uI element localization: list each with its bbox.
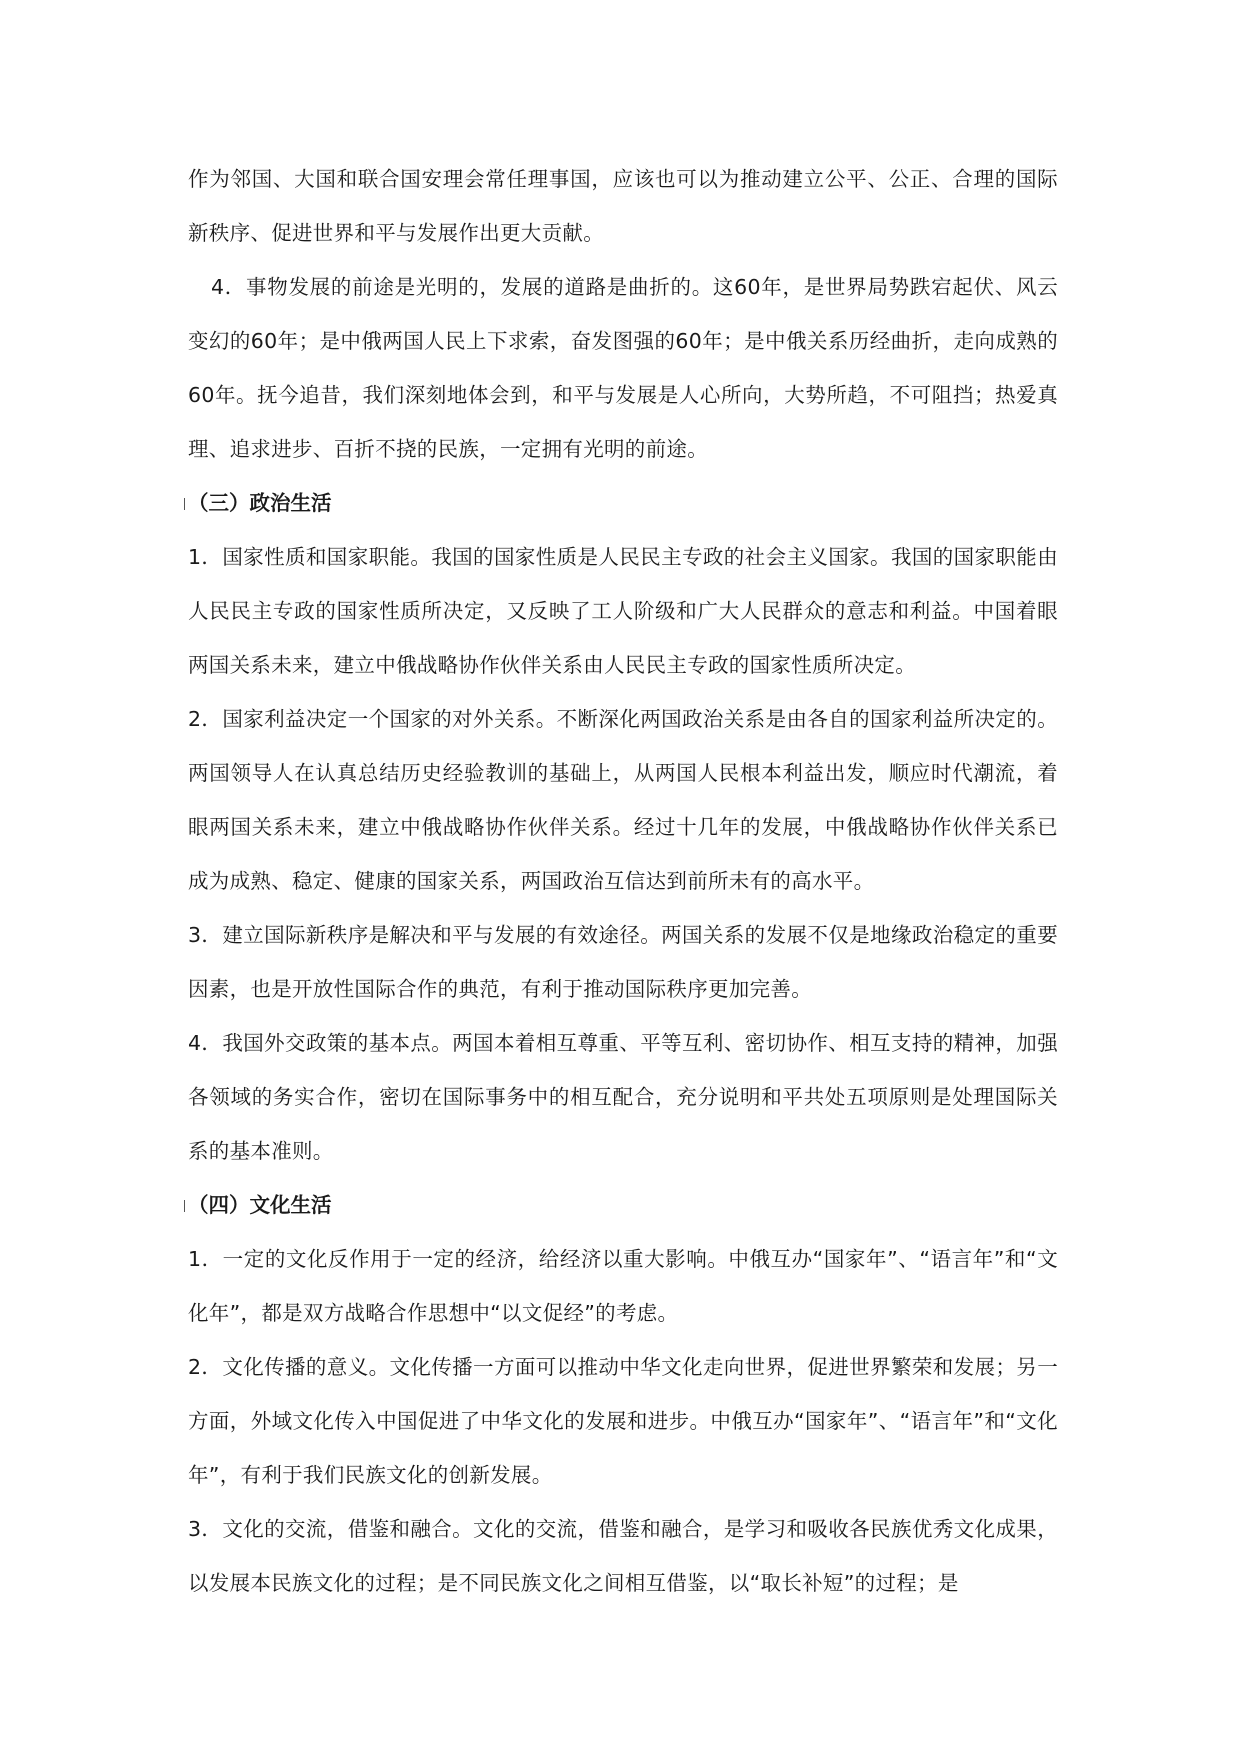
- paragraph-political-1: 1．国家性质和国家职能。我国的国家性质是人民民主专政的社会主义国家。我国的国家职能由人民民主专政的国家性质所决定，又反映了工人阶级和广大人民群众的意志和利益。中国着眼两国关系未来，建立中俄战略协作伙伴关系由人民民主专政的国家性质所决定。: [188, 545, 1058, 677]
- document-body: [188, 152, 1058, 1610]
- section-heading-cultural-life: [188, 1178, 1058, 1232]
- margin-mark: [184, 1200, 185, 1212]
- paragraph-intro-continuation: 作为邻国、大国和联合国安理会常任理事国，应该也可以为推动建立公平、公正、合理的国际新秩序、促进世界和平与发展作出更大贡献。: [188, 167, 1058, 245]
- paragraph-political-4: 4．我国外交政策的基本点。两国本着相互尊重、平等互利、密切协作、相互支持的精神，加强各领域的务实合作，密切在国际事务中的相互配合，充分说明和平共处五项原则是处理国际关系的基本准则。: [188, 1031, 1058, 1163]
- paragraph-cultural-1: 1．一定的文化反作用于一定的经济，给经济以重大影响。中俄互办“国家年”、“语言年”和“文化年”，都是双方战略合作思想中“以文促经”的考虑。: [188, 1247, 1058, 1325]
- paragraph-point-4-history: 4．事物发展的前途是光明的，发展的道路是曲折的。这60年，是世界局势跌宕起伏、风云变幻的60年；是中俄两国人民上下求索，奋发图强的60年；是中俄关系历经曲折，走向成熟的60年。抚今追昔，我们深刻地体会到，和平与发展是人心所向，大势所趋，不可阻挡；热爱真理、追求进步、百折不挠的民族，一定拥有光明的前途。: [188, 275, 1058, 461]
- section-heading-political-life: [188, 476, 1058, 530]
- section-heading-text: （四）文化生活: [188, 1193, 332, 1217]
- paragraph-cultural-3: 3．文化的交流，借鉴和融合。文化的交流，借鉴和融合，是学习和吸收各民族优秀文化成果，以发展本民族文化的过程；是不同民族文化之间相互借鉴，以“取长补短”的过程；是: [188, 1517, 1058, 1595]
- margin-mark: [184, 498, 185, 510]
- paragraph-political-2: 2．国家利益决定一个国家的对外关系。不断深化两国政治关系是由各自的国家利益所决定的。两国领导人在认真总结历史经验教训的基础上，从两国人民根本利益出发，顺应时代潮流，着眼两国关系未来，建立中俄战略协作伙伴关系。经过十几年的发展，中俄战略协作伙伴关系已成为成熟、稳定、健康的国家关系，两国政治互信达到前所未有的高水平。: [188, 707, 1058, 893]
- paragraph-political-3: 3．建立国际新秩序是解决和平与发展的有效途径。两国关系的发展不仅是地缘政治稳定的重要因素，也是开放性国际合作的典范，有利于推动国际秩序更加完善。: [188, 923, 1058, 1001]
- section-heading-text: （三）政治生活: [188, 491, 332, 515]
- paragraph-cultural-2: 2．文化传播的意义。文化传播一方面可以推动中华文化走向世界，促进世界繁荣和发展；另一方面，外域文化传入中国促进了中华文化的发展和进步。中俄互办“国家年”、“语言年”和“文化年”，有利于我们民族文化的创新发展。: [188, 1355, 1058, 1487]
